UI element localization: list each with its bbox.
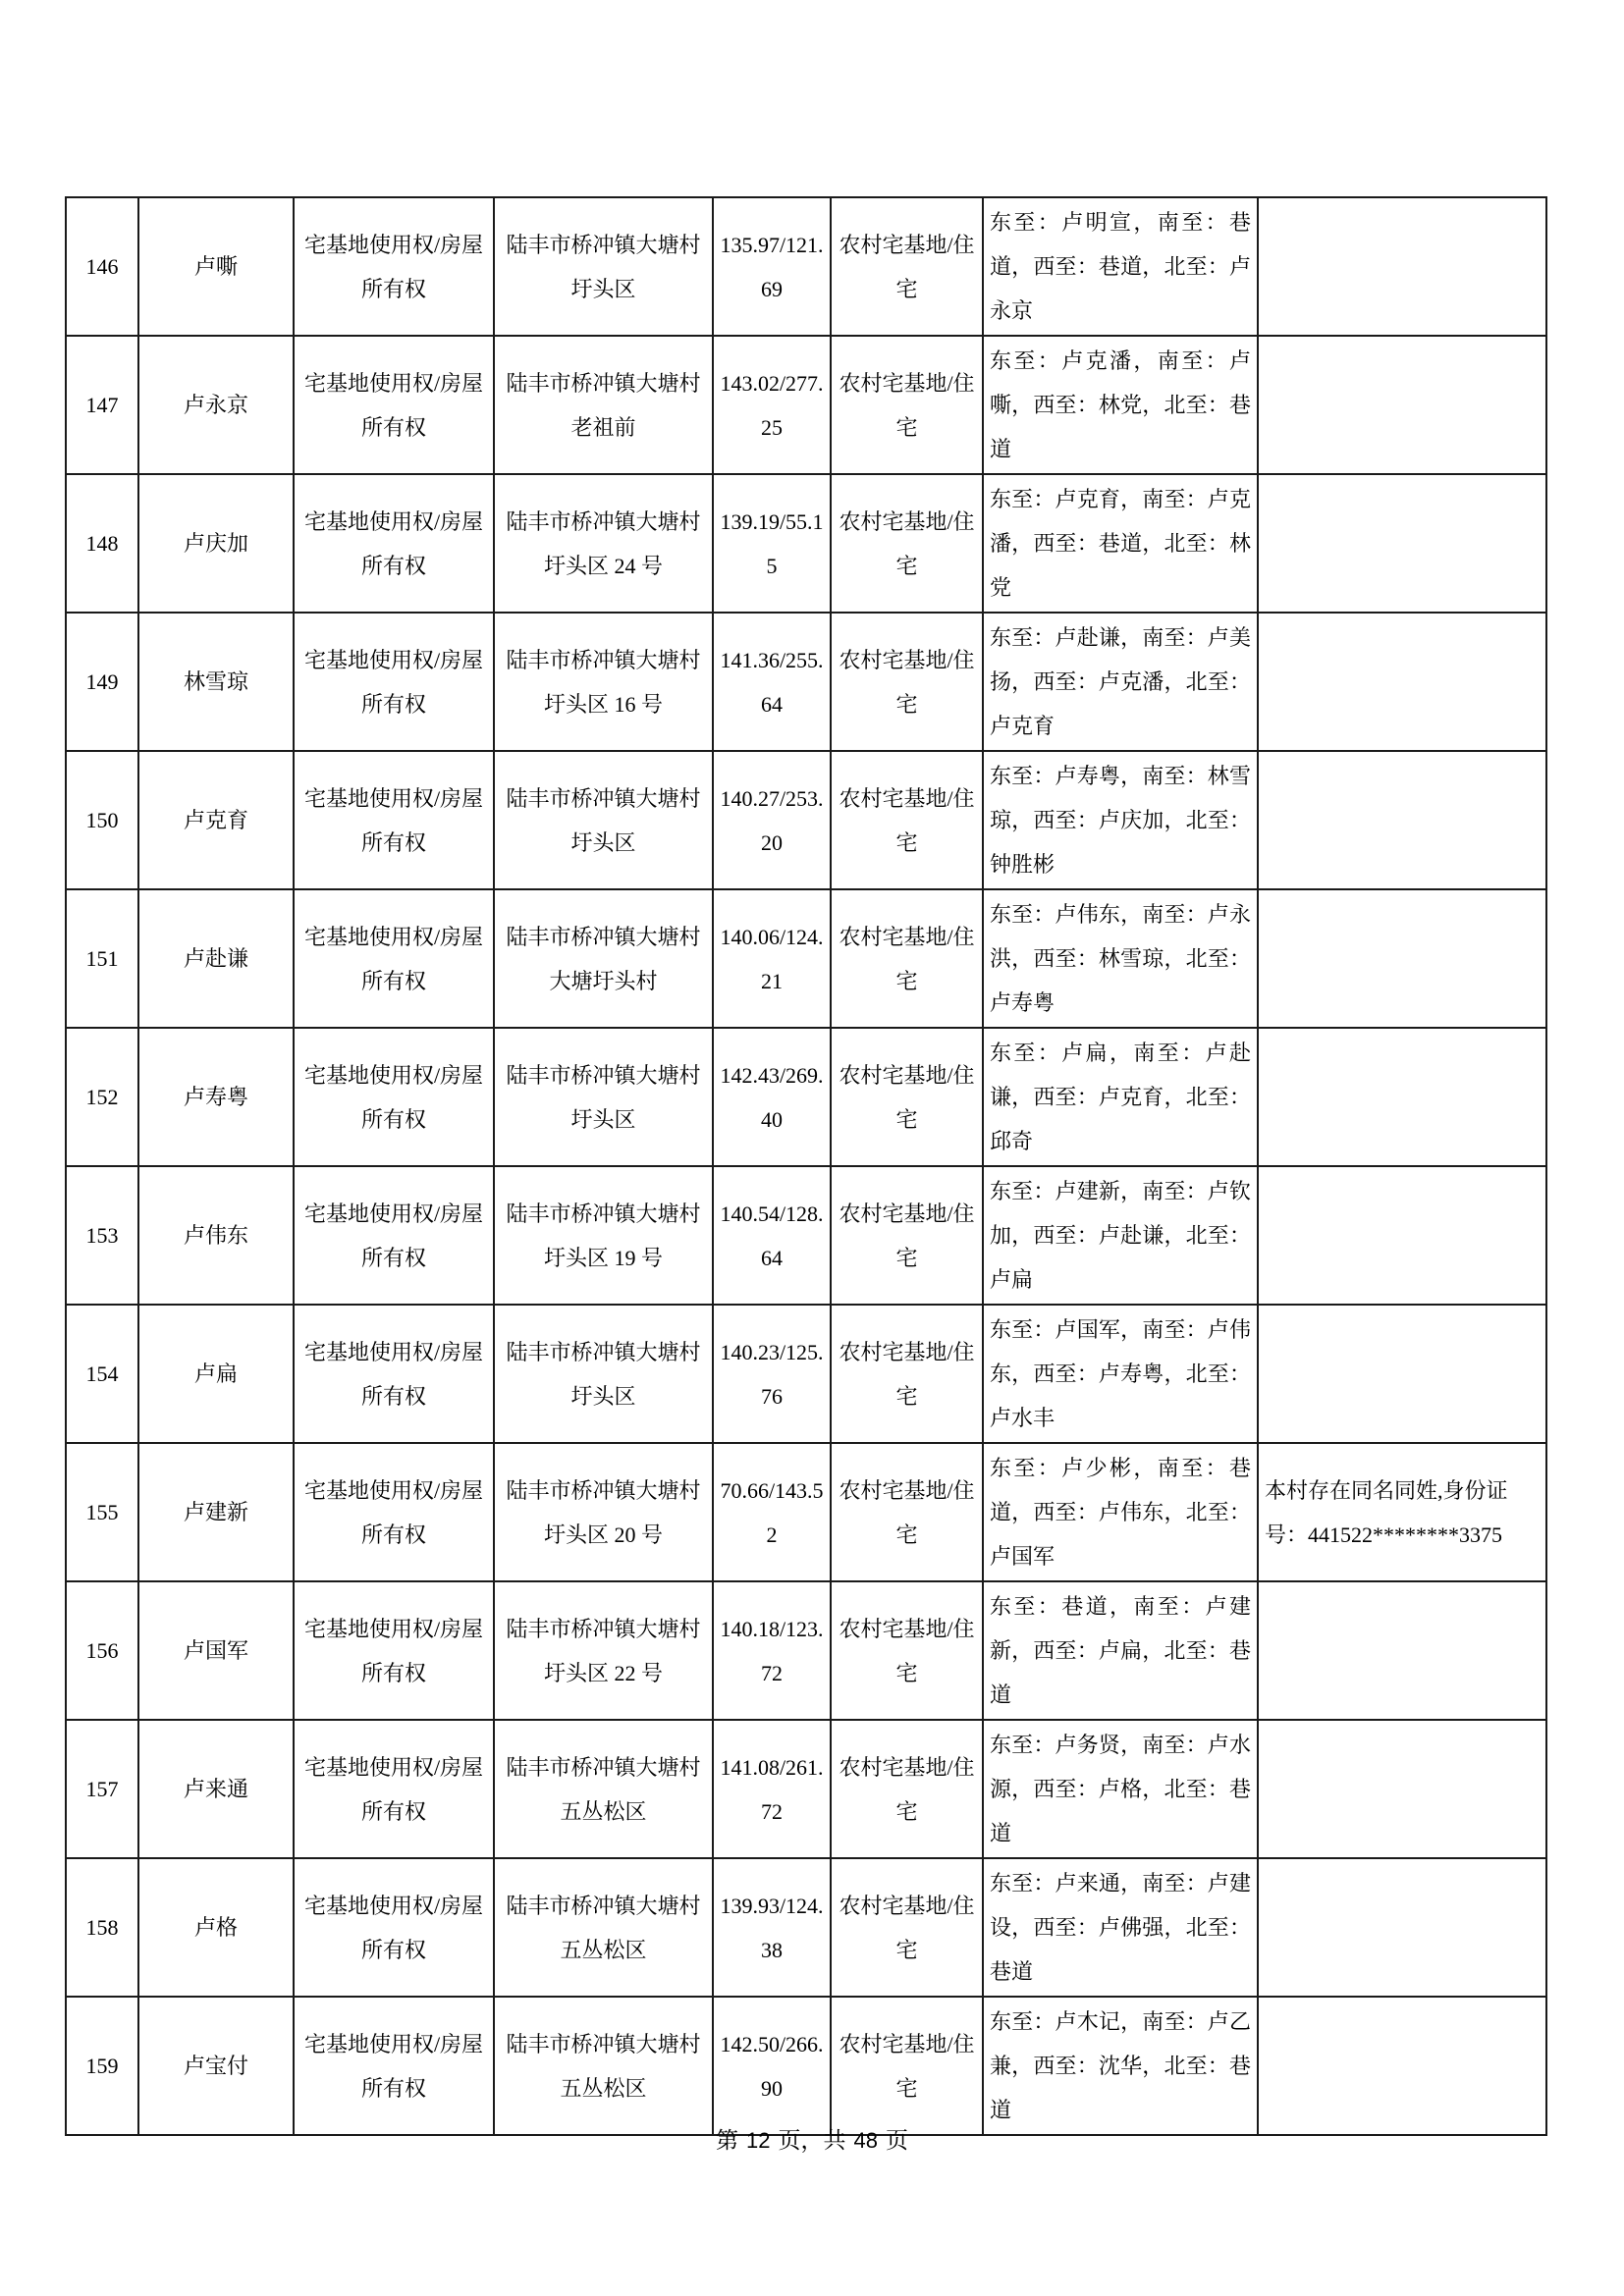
cell-location: 陆丰市桥冲镇大塘村老祖前: [494, 336, 713, 474]
cell-location: 陆丰市桥冲镇大塘村圩头区: [494, 751, 713, 889]
cell-sequence-number: 149: [66, 613, 138, 751]
footer-page-number: 12: [746, 2128, 771, 2153]
table-row: [66, 1581, 1546, 1720]
cell-area-values: 141.08/261.72: [713, 1720, 831, 1858]
cell-location: 陆丰市桥冲镇大塘村圩头区 19 号: [494, 1166, 713, 1305]
cell-remark: [1258, 1997, 1546, 2135]
cell-owner-name: 林雪琼: [138, 613, 294, 751]
cell-location: 陆丰市桥冲镇大塘村圩头区 16 号: [494, 613, 713, 751]
cell-owner-name: 卢来通: [138, 1720, 294, 1858]
cell-location: 陆丰市桥冲镇大塘村五丛松区: [494, 1997, 713, 2135]
table-row: [66, 1443, 1546, 1581]
cell-owner-name: 卢克育: [138, 751, 294, 889]
cell-right-type: 宅基地使用权/房屋所有权: [294, 1720, 494, 1858]
cell-area-values: 140.23/125.76: [713, 1305, 831, 1443]
cell-location: 陆丰市桥冲镇大塘村圩头区 24 号: [494, 474, 713, 613]
cell-area-values: 70.66/143.52: [713, 1443, 831, 1581]
cell-remark: [1258, 197, 1546, 336]
table-row: [66, 1997, 1546, 2135]
cell-right-type: 宅基地使用权/房屋所有权: [294, 1166, 494, 1305]
footer-label-prefix: 第: [716, 2128, 739, 2153]
cell-right-type: 宅基地使用权/房屋所有权: [294, 336, 494, 474]
cell-area-values: 140.27/253.20: [713, 751, 831, 889]
cell-right-type: 宅基地使用权/房屋所有权: [294, 197, 494, 336]
cell-remark: [1258, 1028, 1546, 1166]
cell-remark: [1258, 474, 1546, 613]
cell-land-usage: 农村宅基地/住宅: [831, 889, 983, 1028]
cell-owner-name: 卢伟东: [138, 1166, 294, 1305]
cell-right-type: 宅基地使用权/房屋所有权: [294, 1997, 494, 2135]
cell-location: 陆丰市桥冲镇大塘村圩头区 20 号: [494, 1443, 713, 1581]
cell-land-usage: 农村宅基地/住宅: [831, 1720, 983, 1858]
table-row: [66, 197, 1546, 336]
cell-boundaries: 东至：卢务贤，南至：卢水源，西至：卢格，北至：巷道: [983, 1720, 1258, 1858]
cell-boundaries: 东至：卢扁，南至：卢赴谦，西至：卢克育，北至：邱奇: [983, 1028, 1258, 1166]
cell-location: 陆丰市桥冲镇大塘村五丛松区: [494, 1720, 713, 1858]
cell-owner-name: 卢宝付: [138, 1997, 294, 2135]
cell-area-values: 135.97/121.69: [713, 197, 831, 336]
cell-owner-name: 卢赴谦: [138, 889, 294, 1028]
cell-remark: [1258, 751, 1546, 889]
cell-boundaries: 东至：卢克育，南至：卢克潘，西至：巷道，北至：林党: [983, 474, 1258, 613]
cell-area-values: 139.19/55.15: [713, 474, 831, 613]
cell-sequence-number: 155: [66, 1443, 138, 1581]
cell-remark: [1258, 1720, 1546, 1858]
cell-sequence-number: 159: [66, 1997, 138, 2135]
cell-right-type: 宅基地使用权/房屋所有权: [294, 1028, 494, 1166]
cell-boundaries: 东至：卢建新，南至：卢钦加，西至：卢赴谦，北至：卢扁: [983, 1166, 1258, 1305]
cell-land-usage: 农村宅基地/住宅: [831, 197, 983, 336]
cell-land-usage: 农村宅基地/住宅: [831, 1997, 983, 2135]
table-row: [66, 613, 1546, 751]
table-row: [66, 336, 1546, 474]
cell-right-type: 宅基地使用权/房屋所有权: [294, 613, 494, 751]
cell-location: 陆丰市桥冲镇大塘村五丛松区: [494, 1858, 713, 1997]
cell-remark: 本村存在同名同姓,身份证号：441522********3375: [1258, 1443, 1546, 1581]
cell-owner-name: 卢格: [138, 1858, 294, 1997]
table-row: [66, 1305, 1546, 1443]
cell-boundaries: 东至：卢木记，南至：卢乙兼，西至：沈华，北至：巷道: [983, 1997, 1258, 2135]
cell-owner-name: 卢嘶: [138, 197, 294, 336]
cell-owner-name: 卢庆加: [138, 474, 294, 613]
cell-sequence-number: 157: [66, 1720, 138, 1858]
cell-sequence-number: 153: [66, 1166, 138, 1305]
cell-sequence-number: 156: [66, 1581, 138, 1720]
cell-boundaries: 东至：卢赴谦，南至：卢美扬，西至：卢克潘，北至：卢克育: [983, 613, 1258, 751]
cell-right-type: 宅基地使用权/房屋所有权: [294, 1581, 494, 1720]
table-row: [66, 1858, 1546, 1997]
cell-location: 陆丰市桥冲镇大塘村圩头区: [494, 197, 713, 336]
cell-area-values: 143.02/277.25: [713, 336, 831, 474]
cell-location: 陆丰市桥冲镇大塘村大塘圩头村: [494, 889, 713, 1028]
cell-land-usage: 农村宅基地/住宅: [831, 336, 983, 474]
cell-land-usage: 农村宅基地/住宅: [831, 613, 983, 751]
cell-remark: [1258, 1858, 1546, 1997]
cell-boundaries: 东至：卢明宣，南至：巷道，西至：巷道，北至：卢永京: [983, 197, 1258, 336]
cell-remark: [1258, 1581, 1546, 1720]
cell-right-type: 宅基地使用权/房屋所有权: [294, 1305, 494, 1443]
table-row: [66, 1166, 1546, 1305]
cell-boundaries: 东至：卢克潘，南至：卢嘶，西至：林党，北至：巷道: [983, 336, 1258, 474]
cell-right-type: 宅基地使用权/房屋所有权: [294, 1443, 494, 1581]
cell-location: 陆丰市桥冲镇大塘村圩头区 22 号: [494, 1581, 713, 1720]
cell-sequence-number: 150: [66, 751, 138, 889]
cell-land-usage: 农村宅基地/住宅: [831, 1028, 983, 1166]
cell-owner-name: 卢寿粤: [138, 1028, 294, 1166]
cell-land-usage: 农村宅基地/住宅: [831, 474, 983, 613]
cell-sequence-number: 148: [66, 474, 138, 613]
cell-boundaries: 东至：卢来通，南至：卢建设，西至：卢佛强，北至：巷道: [983, 1858, 1258, 1997]
cell-area-values: 139.93/124.38: [713, 1858, 831, 1997]
cell-location: 陆丰市桥冲镇大塘村圩头区: [494, 1028, 713, 1166]
cell-boundaries: 东至：巷道，南至：卢建新，西至：卢扁，北至：巷道: [983, 1581, 1258, 1720]
table-row: [66, 474, 1546, 613]
cell-owner-name: 卢永京: [138, 336, 294, 474]
cell-right-type: 宅基地使用权/房屋所有权: [294, 889, 494, 1028]
cell-boundaries: 东至：卢国军，南至：卢伟东，西至：卢寿粤，北至：卢水丰: [983, 1305, 1258, 1443]
table-row: [66, 1720, 1546, 1858]
cell-sequence-number: 152: [66, 1028, 138, 1166]
footer-label-suffix: 页: [885, 2128, 908, 2153]
cell-location: 陆丰市桥冲镇大塘村圩头区: [494, 1305, 713, 1443]
cell-remark: [1258, 1305, 1546, 1443]
cell-sequence-number: 147: [66, 336, 138, 474]
cell-owner-name: 卢建新: [138, 1443, 294, 1581]
cell-sequence-number: 151: [66, 889, 138, 1028]
cell-remark: [1258, 613, 1546, 751]
cell-right-type: 宅基地使用权/房屋所有权: [294, 751, 494, 889]
land-registry-table: [65, 196, 1547, 2136]
table-row: [66, 889, 1546, 1028]
footer-label-middle: 页，共: [778, 2128, 846, 2153]
cell-land-usage: 农村宅基地/住宅: [831, 1443, 983, 1581]
footer-total-pages: 48: [853, 2128, 878, 2153]
cell-owner-name: 卢国军: [138, 1581, 294, 1720]
cell-sequence-number: 154: [66, 1305, 138, 1443]
cell-right-type: 宅基地使用权/房屋所有权: [294, 1858, 494, 1997]
cell-area-values: 140.18/123.72: [713, 1581, 831, 1720]
cell-land-usage: 农村宅基地/住宅: [831, 1305, 983, 1443]
cell-sequence-number: 146: [66, 197, 138, 336]
cell-area-values: 142.50/266.90: [713, 1997, 831, 2135]
cell-boundaries: 东至：卢寿粤，南至：林雪琼，西至：卢庆加，北至：钟胜彬: [983, 751, 1258, 889]
cell-land-usage: 农村宅基地/住宅: [831, 1858, 983, 1997]
page-footer: [0, 2118, 1624, 2163]
cell-sequence-number: 158: [66, 1858, 138, 1997]
cell-land-usage: 农村宅基地/住宅: [831, 1166, 983, 1305]
cell-boundaries: 东至：卢少彬，南至：巷道，西至：卢伟东，北至：卢国军: [983, 1443, 1258, 1581]
table-row: [66, 751, 1546, 889]
cell-owner-name: 卢扁: [138, 1305, 294, 1443]
cell-remark: [1258, 1166, 1546, 1305]
cell-area-values: 140.54/128.64: [713, 1166, 831, 1305]
cell-boundaries: 东至：卢伟东，南至：卢永洪，西至：林雪琼，北至：卢寿粤: [983, 889, 1258, 1028]
cell-area-values: 141.36/255.64: [713, 613, 831, 751]
cell-area-values: 142.43/269.40: [713, 1028, 831, 1166]
cell-area-values: 140.06/124.21: [713, 889, 831, 1028]
registry-table-body: [66, 197, 1546, 2135]
cell-land-usage: 农村宅基地/住宅: [831, 751, 983, 889]
cell-remark: [1258, 889, 1546, 1028]
cell-remark: [1258, 336, 1546, 474]
table-row: [66, 1028, 1546, 1166]
cell-land-usage: 农村宅基地/住宅: [831, 1581, 983, 1720]
cell-right-type: 宅基地使用权/房屋所有权: [294, 474, 494, 613]
